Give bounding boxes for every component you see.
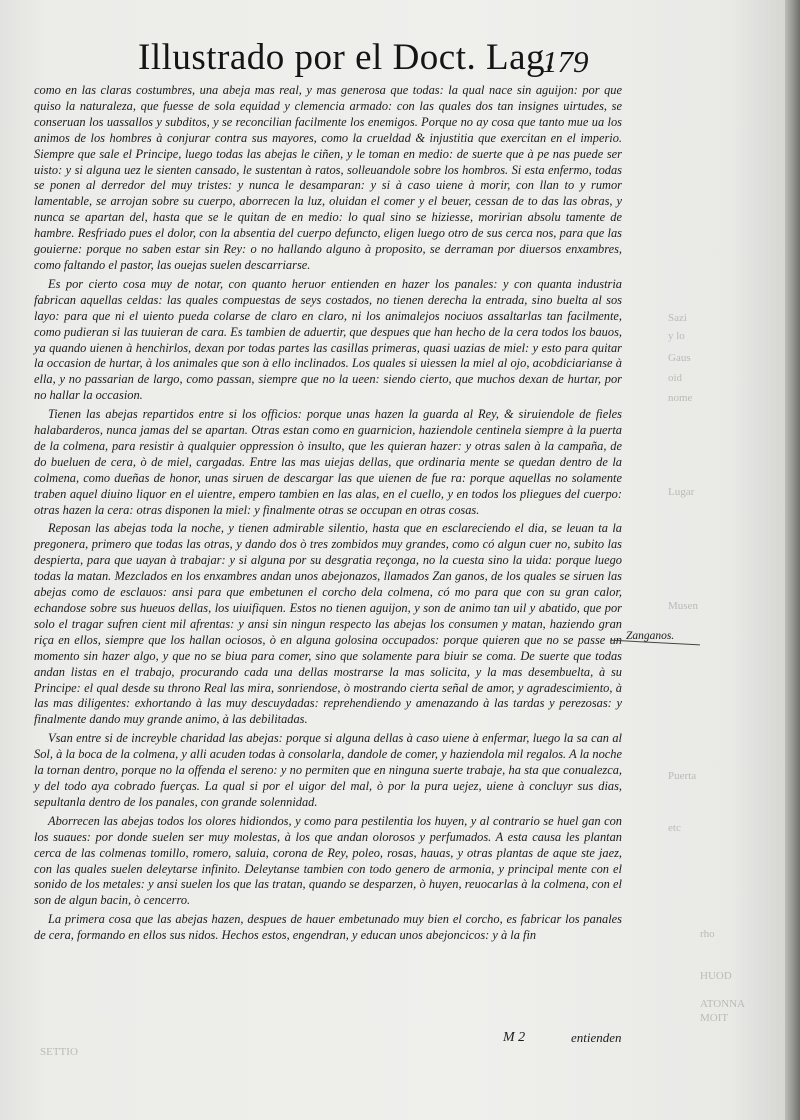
paragraph: Es por cierto cosa muy de notar, con quanto heruor entienden en hazer los panales: y con quanta industria fabrican aquellas celdas: las quales compuestas de seys costados, no tienen derecha la entrada, sino buelta al sos layo: para que ni el uiento pueda colarse de claro en claro, ni los animalejos nociuos assaltarlas tan facilmente, como pudieran si las tuuieran de cara. Es tambien de aduertir, que despues que han hecho de la cera todos los bauos, ya quando uienen à henchirlos, dexan por todas partes las casillas primeras, quasi uazias de miel: y esto para quitar la occasion de hurtar, à los animales que son à ello inclinados. Los quales si uiessen la miel al ojo, acobdiciarianse à ella, y no passarian de largo, como passan, siempre que no la ueen: siendo cierto, que muchos dexan de hurtar, por no hallar la occasion. <box>34 276 622 403</box>
bleed-through-text: y lo <box>668 330 685 342</box>
paragraph: La primera cosa que las abejas hazen, despues de hauer embetunado muy bien el corcho, es fabricar los panales de cera, formando en ellos sus nidos. Hechos estos, engendran, y educan unos abejoncicos: y à la fin <box>34 912 622 943</box>
running-head-title: Illustrado por el Doct. Lag. <box>138 37 555 78</box>
bleed-through-text: Sazi <box>668 312 687 324</box>
paragraph: Tienen las abejas repartidos entre si los officios: porque unas hazen la guarda al Rey, & siruiendole de fieles halabarderos, nunca jamas del se apartan. Otras estan como en guarnicion, haziendole centinela siempre à la puerta de la colmena, para resistir à qualquier oppression ò insulto, que les quieran hazer: y otras salen à la campaña, de do bueluen de cera, ò de miel, cargadas. Entre las mas uiejas dellas, que ordinaria mente se quedan dentro de la colmena, como dueñas de honor, unas siruen de descargar las que uienen de fue ra: porque aquellas no solamente traben aquel diuino liquor en el uientre, empero tambien en las alas, en el cuello, y en todos los pliegues del cuerpo: otras hazen la cera: otras disponen la miel: y finalmente otras se occupan en otras cosas. <box>34 407 622 517</box>
page-number: 179 <box>542 44 589 79</box>
paragraph: Reposan las abejas toda la noche, y tienen admirable silentio, hasta que en esclareciendo el dia, se leuan ta la pregonera, primero que todas las otras, y dando dos ò tres zombidos muy grandes, como có algun cuer no, subito las despierta, para que uayan à trabajar: y si alguna por su desgratia reçonga, no la cuesta sino la uida: porque luego todas la matan. Mezclados en los enxambres andan unos abejonazos, llamados Zan ganos, de los quales se siruen las abejas como de esclauos: ansi para que embetunen el corcho dela colmena, có mo para que con su gran calor, echandose sobre sus hueuos dellas, los uiuifiquen. Estos no tienen aguijon, y son de animo tan uil y abatido, que por solo el tragar sufren cient mil afrentas: y ansi sin ningun respecto las abejas los consumen y matan, haziendo gran riça en ellos, siempre que los hallan ociosos, ò en alguna golosina occupados: porque quieren que no se passe un momento sin hazer algo, y que no se biua para comer, sino que solamente para biuir se coma. De suerte que todas andan listas en el trabajo, procurando cada una dellas mostrarse la mas solicita, y la mas desembuelta, à su Principe: el qual desde su throno Real las mira, sonriendose, ò mostrando cierta señal de amor, y agradescimiento, à las mas diligentes: exhortando à las muy descuydadas: reprehendiendo y amenazando à las tardas y perezosas: y finalmente dando muy grande animo, à las debilitadas. <box>34 521 622 727</box>
bleed-through-text: Lugar <box>668 486 695 498</box>
bleed-through-text: Musen <box>668 600 698 612</box>
margin-note: Zanganos. <box>626 630 675 642</box>
bleed-through-text: ATONNA <box>700 998 746 1010</box>
paragraph: como en las claras costumbres, una abeja mas real, y mas generosa que todas: la qual nace sin aguijon: por que quiso la naturaleza, que fuesse de sola equidad y clemencia armado: con las quales dos tan insignes uirtudes, se conseruan los uassallos y subditos, y se reconcilian facilmente los enemigos. Porque no ay cosa que tanto mue ua los animos de los hombres à conjurar contra sus mayores, como la crueldad & injustitia que exercitan en el imperio. Siempre que sale el Principe, luego todas las abejas le ciñen, y le toman en medio: de suerte que à pe nas puede ser uisto: y si alguna uez le sienten cansado, le sustentan à ratos, solleuandole sobre los hombros. Si esta enfermo, todas se ponen al derredor del muy tristes: y nunca le desamparan: y si à caso uiene à morir, con llan to y rumor lamentable, se arrojan sobre su cuerpo, aborrecen la luz, oluidan el comer y el beuer, cessan de to das las obras, y nunca se apartan del, hasta que se le quitan de en medio: lo qual sino se hiziesse, moririan absolu tamente de hambre. Resfriado pues el dolor, con la absentia del cuerpo defuncto, eligen luego otro de sus cerca nos, para que las gouierne: porque no saben estar sin Rey: o no hallando alguno à proposito, se derraman por diuersos enxambres, como faltando el pastor, las ouejas suelen descarriarse. <box>34 83 622 272</box>
paragraph: Aborrecen las abejas todos los olores hidiondos, y como para pestilentia los huyen, y al contrario se huel gan con los suaues: por donde suelen ser muy molestas, à los que andan olorosos y perfumados. A esta causa les plantan cerca de las colmenas tomillo, romero, saluia, corona de Rey, poleo, rosas, hauas, y otras plantas de aque ste jaez, con las quales suelen deleytarse infinito. Deleytanse tambien con todo genero de armonia, y principal mente con el sonido de los metales: y ansi suelen los que las tratan, quando se desparzen, ò huyen, reuocarlas à la colmena, con el son de algun bacin, ò cencerro. <box>34 813 622 908</box>
bleed-through-text: SETTIO <box>40 1046 78 1058</box>
paragraph: Vsan entre si de increyble charidad las abejas: porque si alguna dellas à caso uiene à enfermar, luego la sa can al Sol, à la boca de la colmena, y alli acuden todas à consolarla, dandole de comer, y haziendola mil regalos. A la noche la tornan dentro, porque no la offenda el sereno: y no permiten que en ninguna suerte trabaje, ha sta que conualezca, y del todo aya cobrado fuerças. La qual si por el uigor del mal, ò por la pura uejez, uiene à concluyr sus dias, sepultanla dentro de los panales, con grande solennidad. <box>34 731 622 809</box>
body-text <box>34 83 622 944</box>
bleed-through-text: MOIT <box>700 1012 729 1024</box>
page-edge-shadow <box>785 0 800 1120</box>
bleed-through-text: Puerta <box>668 770 697 782</box>
bleed-through-text: HUOD <box>700 970 732 982</box>
catchword: entienden <box>571 1030 622 1045</box>
bleed-through-text: Gaus <box>668 352 691 364</box>
signature-mark: M 2 <box>503 1030 526 1045</box>
bleed-through-text: etc <box>668 822 681 834</box>
bleed-through-text: nome <box>668 392 693 404</box>
bleed-through-text: rho <box>700 928 715 940</box>
bleed-through-text: oid <box>668 372 683 384</box>
